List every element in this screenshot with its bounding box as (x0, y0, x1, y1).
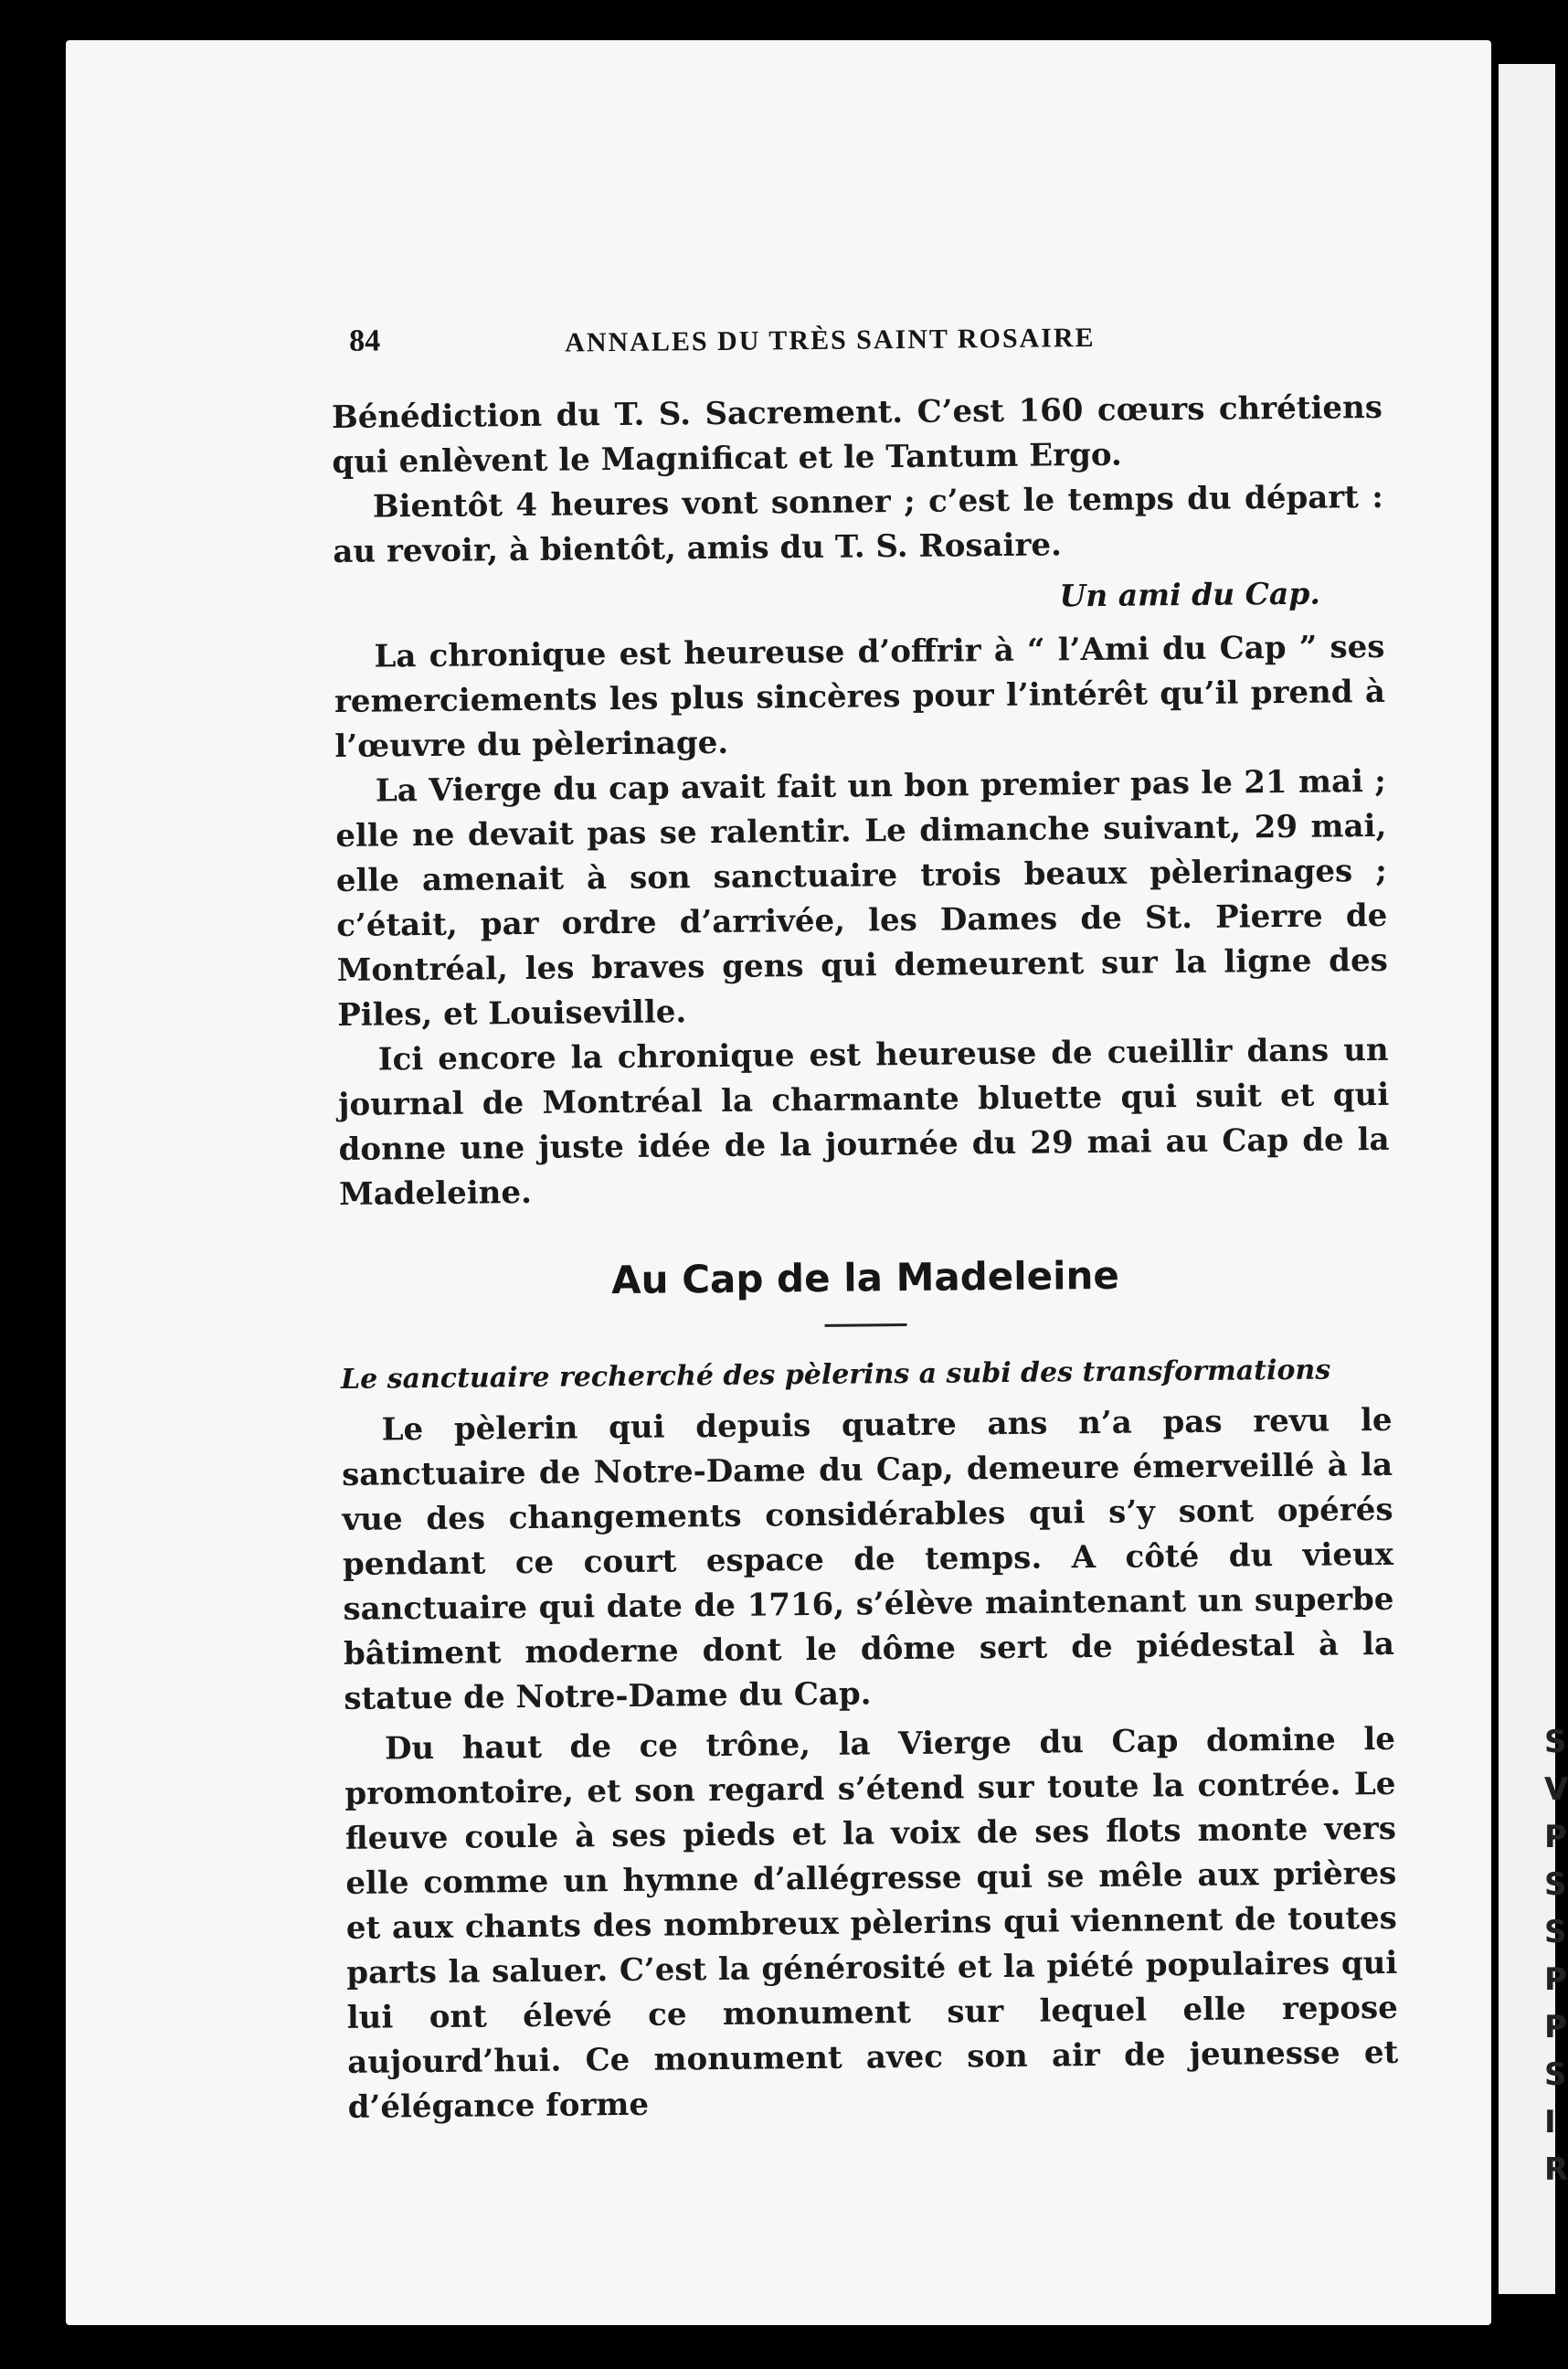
paragraph: Du haut de ce trône, la Vierge du Cap domine le promontoire, et son regard s’étend sur toute la contrée. Le fleuve coule à ses pieds et la voix de ses flots monte vers elle comme un hymne d’allégresse qui se mêle aux prières et aux chants des nombreux pèlerins qui viennent de toutes parts la saluer. C’est la générosité et la piété populaires qui lui ont élevé ce monument sur lequel elle repose aujourd’hui. Ce monument avec son air de jeunesse et d’élégance forme (344, 1720, 1399, 2126)
page-number: 84 (348, 324, 381, 358)
paragraph: La chronique est heureuse d’offrir à “ l’Ami du Cap ” ses remerciements les plus sincères pour l’intérêt qu’il prend à l’œuvre du pèlerinage. (334, 628, 1386, 765)
adjacent-page-fragment: SVPSSPPSIR (1544, 1724, 1568, 2188)
paragraph: Ici encore la chronique est heureuse de cueillir dans un journal de Montréal la charmante bluette qui suit et qui donne une juste idée de la journée du 29 mai au Cap de la Madeleine. (338, 1031, 1390, 1213)
paragraph: Bientôt 4 heures vont sonner ; c’est le temps du départ : au revoir, à bientôt, amis du T. S. Rosaire. (333, 478, 1384, 570)
article-subheading: Le sanctuaire recherché des pèlerins a subi des transformations (340, 1354, 1331, 1396)
heading-rule (825, 1323, 907, 1327)
paragraph: Le pèlerin qui depuis quatre ans n’a pas revu le sanctuaire de Notre-Dame du Cap, demeure émerveillé à la vue des changements considérables qui s’y sont opérés pendant ce court espace de temps. A côté du vieux sanctuaire qui date de 1716, s’élève maintenant un superbe bâtiment moderne dont le dôme sert de piédestal à la statue de Notre-Dame du Cap. (341, 1401, 1395, 1717)
paragraph: Bénédiction du T. S. Sacrement. C’est 160 cœurs chrétiens qui enlèvent le Magnificat et le Tantum Ergo. (331, 388, 1383, 481)
article-heading: Au Cap de la Madeleine (610, 1252, 1120, 1303)
signature: Un ami du Cap. (1059, 575, 1321, 614)
scan-speck (192, 0, 196, 9)
running-head (331, 314, 1382, 372)
paragraph: La Vierge du cap avait fait un bon premier pas le 21 mai ; elle ne devait pas se ralentir. Le dimanche suivant, 29 mai, elle amenait à son sanctuaire trois beaux pèlerinages ; c’était, par ordre d’arrivée, les Dames de St. Pierre de Montréal, les braves gens qui demeurent sur la ligne des Piles, et Louiseville. (335, 762, 1388, 1034)
scan-speck (1252, 0, 1255, 15)
running-title: ANNALES DU TRÈS SAINT ROSAIRE (565, 322, 1096, 358)
page-content (331, 314, 1399, 2130)
